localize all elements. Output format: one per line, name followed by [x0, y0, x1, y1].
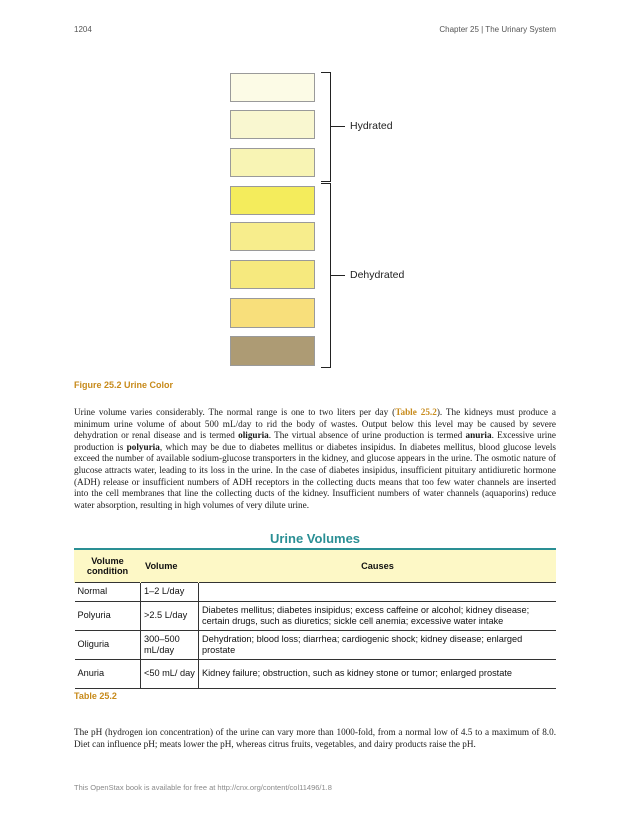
figure-caption: Figure 25.2 Urine Color	[74, 380, 174, 390]
column-header: Causes	[199, 549, 557, 583]
table-link[interactable]: Table 25.2	[395, 407, 437, 417]
table-cell	[199, 583, 557, 602]
text-run: ). The kidneys must produce a minimum urine volume of about 500 mL/day to rid the body of wastes. Output below this level may be caused by severe dehydration or renal disease and is termed	[74, 407, 556, 441]
body-paragraph: The pH (hydrogen ion concentration) of the urine can vary more than 1000-fold, from a normal low of 4.5 to a maximum of 8.0. Diet can influence pH; meats lower the pH, whereas citrus fruits, vegetables, and dairy products raise the pH.	[74, 727, 556, 749]
table-cell: Dehydration; blood loss; diarrhea; cardiogenic shock; kidney disease; enlarged prostate	[199, 631, 557, 660]
column-header: Volume condition	[75, 549, 141, 583]
table-cell: <50 mL/ day	[141, 660, 199, 689]
text-run: Urine volume varies considerably. The normal range is one to two liters per day (	[74, 407, 396, 417]
table-cell: >2.5 L/day	[141, 602, 199, 631]
table-header-row	[75, 549, 557, 583]
color-swatch	[230, 336, 315, 366]
urine-volumes-table	[74, 548, 556, 689]
color-swatch	[230, 186, 315, 215]
table-cell: Diabetes mellitus; diabetes insipidus; excess caffeine or alcohol; kidney disease; certain drugs, such as diuretics; sickle cell anemia; excessive water intake	[199, 602, 557, 631]
page-number: 1204	[74, 25, 92, 34]
table-cell: Oliguria	[75, 631, 141, 660]
table-row	[75, 660, 557, 689]
table-cell: Normal	[75, 583, 141, 602]
text-run: . Excessive urine production is	[74, 430, 556, 452]
table-row	[75, 583, 557, 602]
key-term: oliguria	[238, 430, 269, 441]
table-cell: 300–500 mL/day	[141, 631, 199, 660]
hydrated-bracket	[321, 72, 331, 182]
footer-note: This OpenStax book is available for free at http://cnx.org/content/col11496/1.8	[74, 783, 332, 792]
dehydrated-bracket-tick	[331, 275, 345, 276]
table-cell: Anuria	[75, 660, 141, 689]
table-cell: Polyuria	[75, 602, 141, 631]
hydrated-bracket-tick	[331, 126, 345, 127]
table-title: Urine Volumes	[269, 531, 361, 546]
color-swatch	[230, 73, 315, 102]
text-run: . The virtual absence of urine production is termed	[268, 430, 466, 441]
color-swatch	[230, 222, 315, 251]
column-header: Volume	[141, 549, 199, 583]
dehydrated-label: Dehydrated	[350, 269, 405, 281]
key-term: anuria	[465, 430, 492, 441]
table-row	[75, 631, 557, 660]
color-swatch	[230, 110, 315, 139]
chapter-title: Chapter 25 | The Urinary System	[439, 25, 556, 34]
color-swatch	[230, 148, 315, 177]
key-term: polyuria	[126, 441, 160, 452]
text-run: , which may be due to diabetes mellitus or diabetes insipidus. In diabetes mellitus, blood glucose levels exceed the number of available sodium-glucose transporters in the kidney, and glucose appears in the urine. The osmotic nature of glucose attracts water, leading to its loss in the urine. In the case of diabetes insipidus, insufficient pituitary antidiuretic hormone (ADH) release or insufficient numbers of ADH receptors in the collecting ducts means that too few water channels are inserted into the cell membranes that line the collecting ducts of the kidney. Insufficient numbers of water channels (aquaporins) reduce water absorption, resulting in high volumes of very dilute urine.	[74, 441, 556, 510]
hydrated-label: Hydrated	[350, 120, 393, 132]
color-swatch	[230, 298, 315, 328]
table-cell: Kidney failure; obstruction, such as kidney stone or tumor; enlarged prostate	[199, 660, 557, 689]
table-caption: Table 25.2	[74, 691, 117, 701]
table-row	[75, 602, 557, 631]
body-paragraph	[74, 407, 556, 511]
dehydrated-bracket	[321, 183, 331, 368]
table-cell: 1–2 L/day	[141, 583, 199, 602]
color-swatch	[230, 260, 315, 289]
